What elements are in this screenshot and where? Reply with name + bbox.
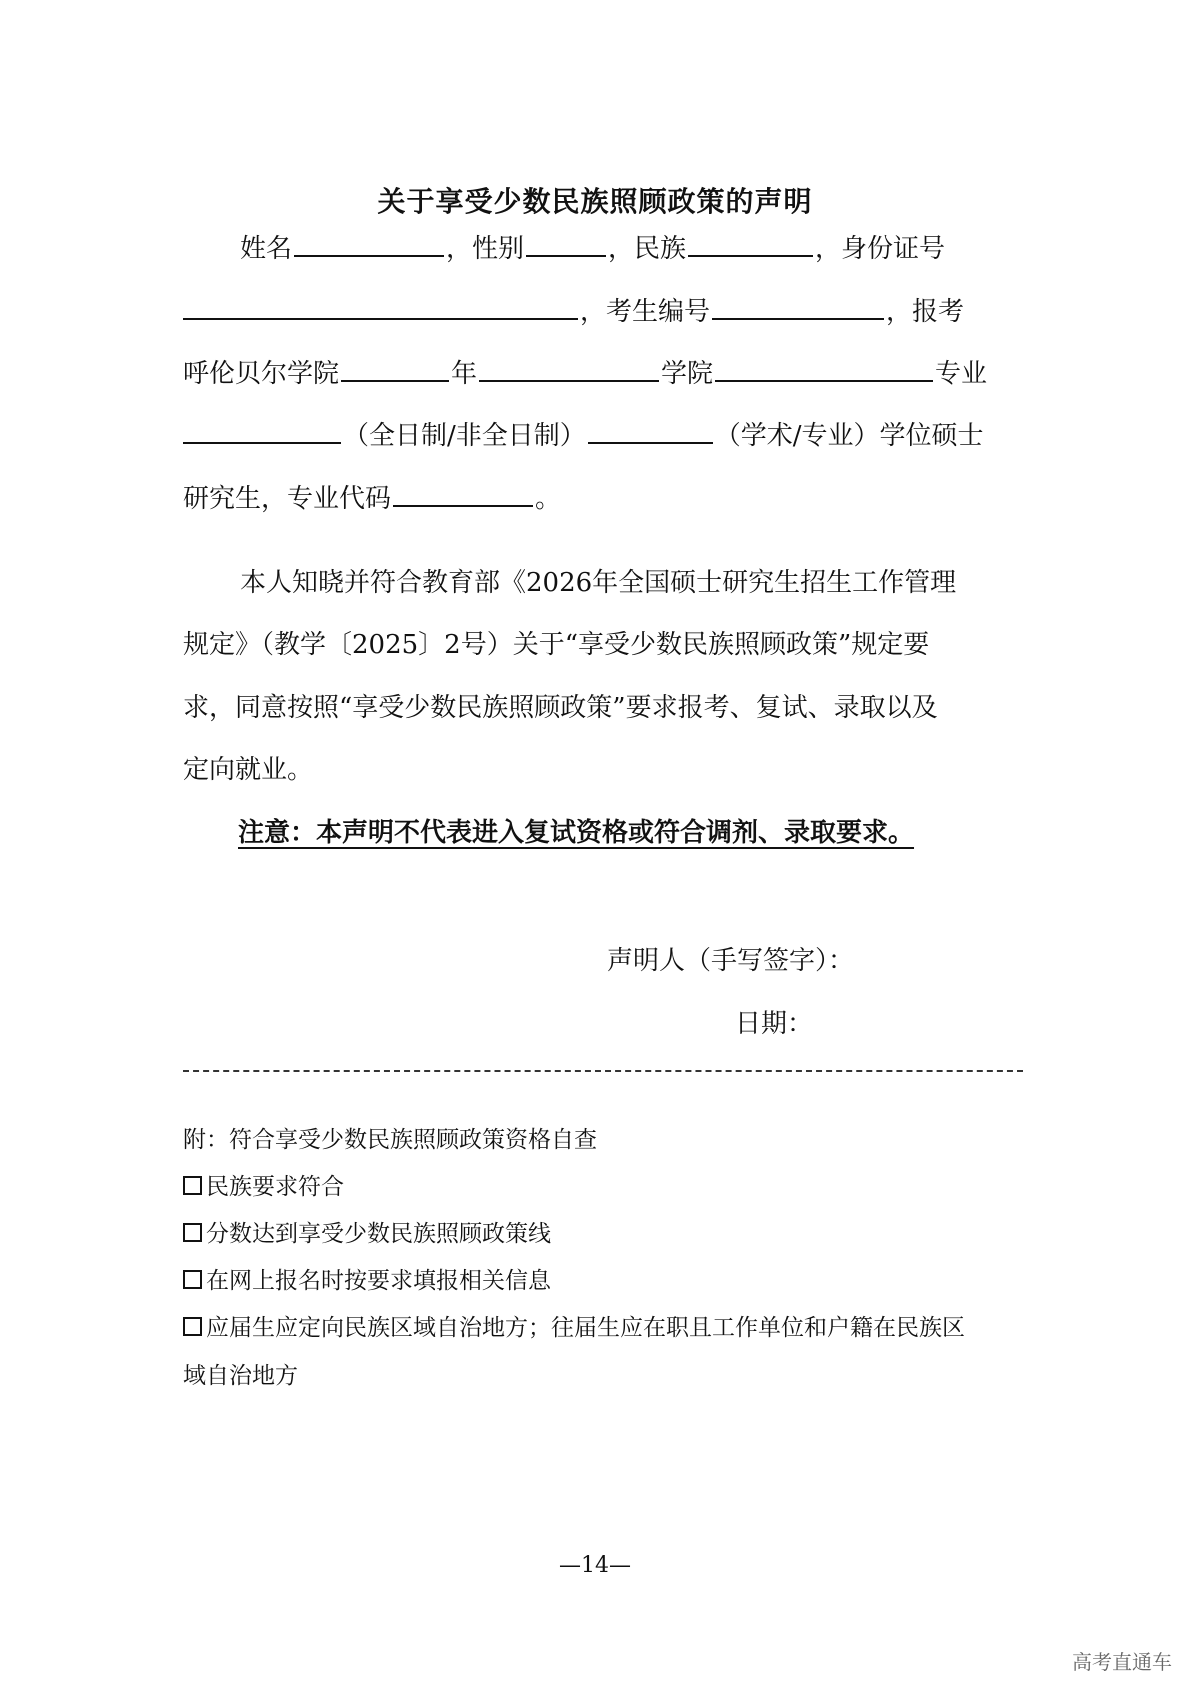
body-line-4: 定向就业。 — [183, 755, 314, 785]
label-exam-number: ，考生编号 — [580, 297, 711, 327]
blank-major — [715, 352, 933, 382]
checklist-item: 在网上报名时按要求填报相关信息 — [183, 1265, 551, 1297]
signer-label: 声明人（手写签字）： — [607, 946, 855, 976]
blank-gender — [526, 227, 606, 257]
label-study-mode: （全日制/非全日制） — [343, 421, 586, 451]
label-apply: ，报考 — [886, 297, 965, 327]
checklist-item-continuation: 域自治地方 — [183, 1363, 298, 1389]
attachment-heading: 附：符合享受少数民族照顾政策资格自查 — [183, 1127, 597, 1153]
date-label: 日期： — [735, 1009, 814, 1039]
body-line-2: 规定》（教学〔2025〕2号）关于“享受少数民族照顾政策”规定要 — [183, 630, 930, 660]
notice: 注意：本声明不代表进入复试资格或符合调剂、录取要求。 — [238, 818, 915, 848]
checkbox[interactable] — [183, 1317, 202, 1336]
checkbox[interactable] — [183, 1223, 202, 1242]
body-line-1: 本人知晓并符合教育部《2026年全国硕士研究生招生工作管理 — [240, 568, 957, 598]
blank-name — [294, 227, 444, 257]
label-ethnicity: ，民族 — [608, 234, 687, 264]
label-id-number: ，身份证号 — [815, 234, 946, 264]
form-line-1 — [183, 227, 1028, 267]
blank-study-mode — [183, 414, 341, 444]
checklist-item: 民族要求符合 — [183, 1171, 344, 1203]
line-end-period: 。 — [535, 484, 562, 514]
document-title: 关于享受少数民族照顾政策的声明 — [377, 185, 813, 218]
form-line-4 — [183, 414, 1028, 454]
label-major: 专业 — [935, 359, 988, 389]
blank-id-number — [183, 290, 578, 320]
label-year: 年 — [451, 359, 478, 389]
form-line-2 — [183, 290, 1028, 330]
label-major-code: 研究生，专业代码 — [183, 484, 392, 514]
checkbox[interactable] — [183, 1270, 202, 1289]
checklist-item: 分数达到享受少数民族照顾政策线 — [183, 1218, 551, 1250]
blank-major-code — [393, 477, 533, 507]
label-university: 呼伦贝尔学院 — [183, 359, 340, 389]
checkbox[interactable] — [183, 1176, 202, 1195]
blank-college — [479, 352, 659, 382]
blank-ethnicity — [688, 227, 813, 257]
label-gender: ，性别 — [446, 234, 525, 264]
form-line-3 — [183, 352, 1028, 392]
label-college: 学院 — [661, 359, 714, 389]
page-number: —14— — [559, 1553, 631, 1578]
body-line-3: 求，同意按照“享受少数民族照顾政策”要求报考、复试、录取以及 — [183, 693, 938, 723]
blank-degree-type — [588, 414, 713, 444]
label-name: 姓名 — [240, 234, 293, 264]
divider — [183, 1070, 1023, 1072]
form-line-5 — [183, 477, 1028, 517]
watermark: 高考直通车 — [1072, 1650, 1172, 1674]
blank-year — [341, 352, 449, 382]
blank-exam-number — [712, 290, 884, 320]
label-degree-type: （学术/专业）学位硕士 — [714, 421, 984, 451]
checklist-item: 应届生应定向民族区域自治地方；往届生应在职且工作单位和户籍在民族区 — [183, 1312, 965, 1344]
